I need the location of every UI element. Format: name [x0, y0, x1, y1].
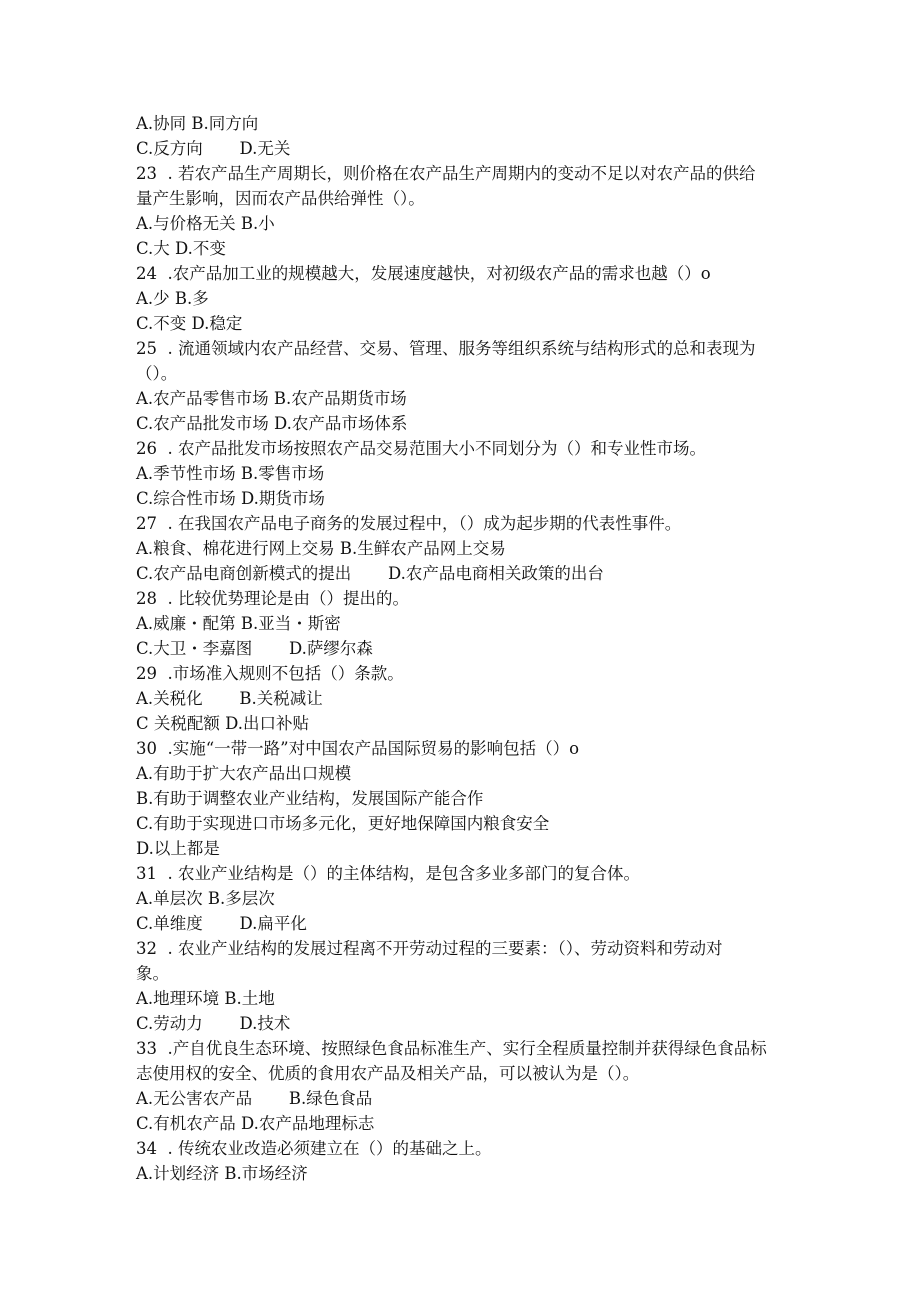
question-26-line: 26 . 农产品批发市场按照农产品交易范围大小不同划分为（）和专业性市场。 — [136, 439, 706, 458]
text-line: C.农产品批发市场 D.农产品市场体系 — [136, 414, 408, 433]
text-line: C.综合性市场 D.期货市场 — [136, 489, 325, 508]
question-28-line: 28 . 比较优势理论是由（）提出的。 — [136, 589, 409, 608]
text-line: D.以上都是 — [136, 839, 220, 858]
text-line: C.单维度 D.扁平化 — [136, 914, 307, 933]
text-line: C.反方向 D.无关 — [136, 139, 291, 158]
text-line: 量产生影响，因而农产品供给弹性（）。 — [136, 189, 425, 208]
text-line: A.计划经济 B.市场经济 — [136, 1164, 308, 1183]
question-25-line: 25 . 流通领域内农产品经营、交易、管理、服务等组织系统与结构形式的总和表现为 — [136, 339, 756, 358]
text-line: A.有助于扩大农产品出口规模 — [136, 764, 352, 783]
question-32-line: 32 . 农业产业结构的发展过程离不开劳动过程的三要素：（）、劳动资料和劳动对 — [136, 939, 723, 958]
text-line: C.大卫・李嘉图 D.萨缪尔森 — [136, 639, 373, 658]
text-line: C.有机农产品 D.农产品地理标志 — [136, 1114, 375, 1133]
text-line: A.地理环境 B.土地 — [136, 989, 275, 1008]
text-line: A.单层次 B.多层次 — [136, 889, 275, 908]
question-31-line: 31 . 农业产业结构是（）的主体结构，是包含多业多部门的复合体。 — [136, 864, 640, 883]
text-line: （）。 — [136, 364, 178, 383]
text-line: A.协同 B.同方向 — [136, 114, 259, 133]
question-33-line: 33 .产自优良生态环境、按照绿色食品标准生产、实行全程质量控制并获得绿色食品标 — [136, 1039, 767, 1058]
question-30-line: 30 .实施“一带一路”对中国农产品国际贸易的影响包括（）o — [136, 739, 580, 758]
text-line: A.农产品零售市场 B.农产品期货市场 — [136, 389, 407, 408]
text-line: A.与价格无关 B.小 — [136, 214, 275, 233]
text-line: C.农产品电商创新模式的提出 D.农产品电商相关政策的出台 — [136, 564, 604, 583]
question-34-line: 34 . 传统农业改造必须建立在（）的基础之上。 — [136, 1139, 492, 1158]
text-line: A.少 B.多 — [136, 289, 209, 308]
text-line: A.关税化 B.关税减让 — [136, 689, 323, 708]
text-line: C.有助于实现进口市场多元化，更好地保障国内粮食安全 — [136, 814, 550, 833]
text-line: C.大 D.不变 — [136, 239, 226, 258]
question-29-line: 29 .市场准入规则不包括（）条款。 — [136, 664, 404, 683]
text-line: A.季节性市场 B.零售市场 — [136, 464, 325, 483]
question-27-line: 27 . 在我国农产品电子商务的发展过程中，（）成为起步期的代表性事件。 — [136, 514, 682, 533]
text-line: 志使用权的安全、优质的食用农产品及相关产品，可以被认为是（）。 — [136, 1064, 640, 1083]
text-line: 象。 — [136, 964, 169, 983]
text-line: A.无公害农产品 B.绿色食品 — [136, 1089, 373, 1108]
text-line: A.粮食、棉花进行网上交易 B.生鲜农产品网上交易 — [136, 539, 506, 558]
text-line: B.有助于调整农业产业结构，发展国际产能合作 — [136, 789, 484, 808]
text-line: A.威廉・配第 B.亚当・斯密 — [136, 614, 341, 633]
text-line: C.劳动力 D.技术 — [136, 1014, 291, 1033]
document-page — [136, 111, 848, 1186]
question-24-line: 24 .农产品加工业的规模越大，发展速度越快，对初级农产品的需求也越（）o — [136, 264, 711, 283]
text-line: C.不变 D.稳定 — [136, 314, 243, 333]
text-line: C 关税配额 D.出口补贴 — [136, 714, 310, 733]
question-23-line: 23 . 若农产品生产周期长，则价格在农产品生产周期内的变动不足以对农产品的供给 — [136, 164, 756, 183]
